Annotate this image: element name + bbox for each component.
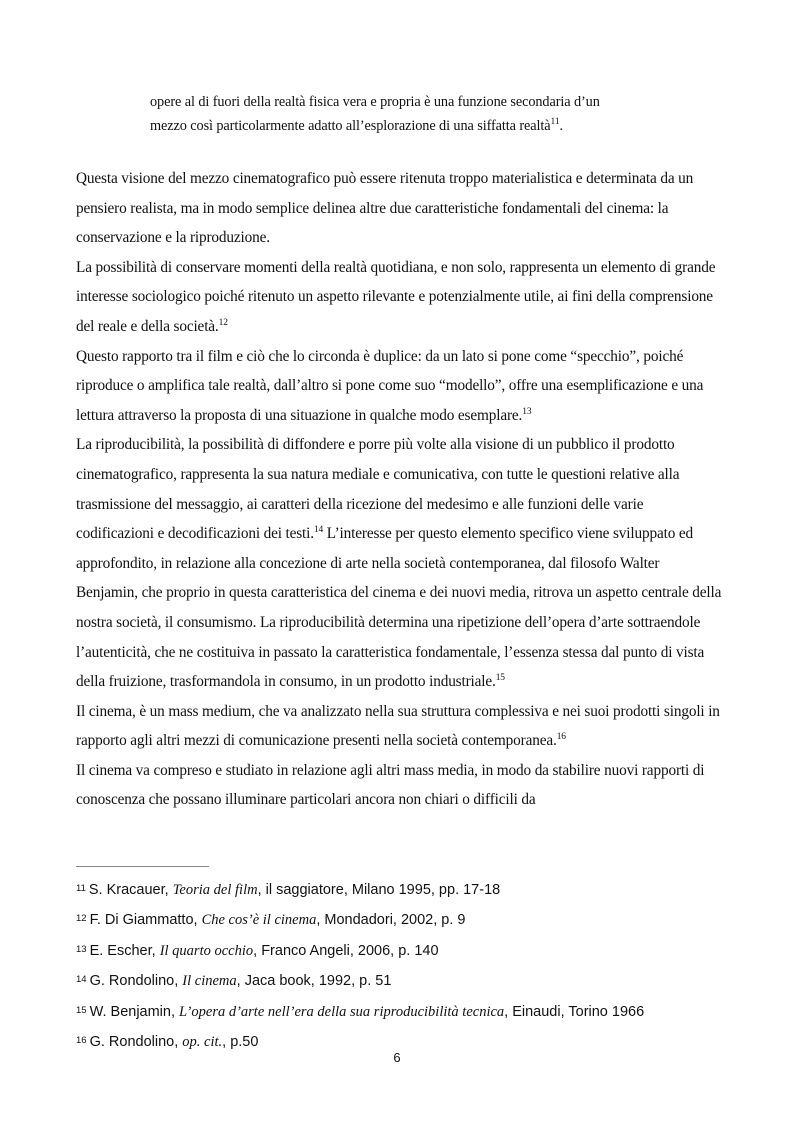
quote-line-1: opere al di fuori della realtà fisica vera e propria è una funzione secondaria d’un <box>150 94 600 110</box>
footnote-author: F. Di Giammatto, <box>89 912 202 929</box>
paragraph-4b-text: L’interesse per questo elemento specifico viene sviluppato ed approfondito, in relazione alla concezione di arte nella società contemporanea, dal filosofo Walter Benjamin, che proprio in questa caratteristica del cinema e dei nuovi media, ritrova un aspetto centrale della nostra società, il consumismo. La riproducibilità determina una ripetizione dell’opera d’arte sottraendole l’autenticità, che ne costituiva in passato la caratteristica fondamentale, l’essenza stessa dal punto di vista della fruizione, trasformandola in consumo, in un prodotto industriale. <box>76 525 722 691</box>
page-number: 6 <box>393 1050 401 1065</box>
quote-line-2 <box>150 114 670 138</box>
footnote-number: 15 <box>76 1004 87 1016</box>
footnote-title: op. cit. <box>182 1034 223 1051</box>
footnote-ref-14[interactable]: 14 <box>313 525 324 536</box>
quote-line-2-text: mezzo così particolarmente adatto all’esplorazione di una siffatta realtà <box>150 118 551 134</box>
footnote-ref-11[interactable]: 11 <box>550 117 560 128</box>
paragraph-5 <box>76 697 722 756</box>
footnote-ref-12[interactable]: 12 <box>218 317 228 328</box>
footnote-title: Che cos’è il cinema <box>201 912 317 929</box>
footnote-publisher: , p.50 <box>222 1034 259 1051</box>
footnote-11 <box>76 875 736 905</box>
footnote-author: W. Benjamin, <box>89 1003 180 1020</box>
footnote-separator <box>76 866 209 867</box>
footnote-number: 16 <box>76 1035 87 1047</box>
footnote-12 <box>76 905 736 935</box>
footnote-publisher: , il saggiatore, Milano 1995, pp. 17-18 <box>257 882 501 898</box>
block-quote <box>150 90 670 138</box>
footnote-publisher: , Jaca book, 1992, p. 51 <box>236 973 392 990</box>
footnote-14 <box>76 966 736 996</box>
footnote-number: 12 <box>76 913 87 925</box>
paragraph-3 <box>76 342 722 431</box>
footnote-author: E. Escher, <box>89 942 160 959</box>
footnote-number: 13 <box>76 943 87 955</box>
paragraph-3-text: Questo rapporto tra il film e ciò che lo circonda è duplice: da un lato si pone come “specchio”, poiché riproduce o amplifica tale realtà, dall’altro si pone come suo “modello”, offre una esemplificazione e una lettura attraverso la proposta di una situazione in qualche modo esemplare. <box>76 347 704 424</box>
footnote-title: L’opera d’arte nell’era della sua riproducibilità tecnica <box>179 1003 505 1020</box>
paragraph-6: Il cinema va compreso e studiato in relazione agli altri mass media, in modo da stabilire nuovi rapporti di conoscenza che possano illuminare particolari ancora non chiari o difficili da <box>76 761 705 809</box>
footnote-publisher: , Mondadori, 2002, p. 9 <box>316 912 466 929</box>
footnote-author: S. Kracauer, <box>88 882 173 898</box>
paragraph-5-text: Il cinema, è un mass medium, che va analizzato nella sua struttura complessiva e nei suoi prodotti singoli in rapporto agli altri mezzi di comunicazione presenti nella società contemporanea. <box>76 702 720 750</box>
quote-end: . <box>559 118 563 134</box>
paragraph-4a-text: La riproducibilità, la possibilità di diffondere e porre più volte alla visione di un pubblico il prodotto cinematografico, rappresenta la sua natura mediale e comunicativa, con tutte le questioni relative alla trasmissione del messaggio, ai caratteri della ricezione del medesimo e alle funzioni delle varie codificazioni e decodificazioni dei testi. <box>76 436 680 543</box>
footnote-15 <box>76 997 736 1027</box>
paragraph-1: Questa visione del mezzo cinematografico può essere ritenuta troppo materialistica e determinata da un pensiero realista, ma in modo semplice delinea altre due caratteristiche fondamentali del cinema: la conservazione e la riproduzione. <box>76 170 694 247</box>
footnote-title: Teoria del film <box>172 882 258 898</box>
footnote-publisher: , Einaudi, Torino 1966 <box>504 1003 645 1020</box>
footnote-title: Il quarto occhio <box>159 942 254 959</box>
footnote-ref-15[interactable]: 15 <box>495 673 505 683</box>
footnote-number: 14 <box>76 974 87 986</box>
footnotes <box>76 875 736 1057</box>
footnote-author: G. Rondolino, <box>89 1034 183 1051</box>
footnote-number: 11 <box>76 883 86 894</box>
paragraph-4 <box>76 430 722 696</box>
paragraph-2 <box>76 253 722 342</box>
footnote-author: G. Rondolino, <box>89 973 183 990</box>
footnote-publisher: , Franco Angeli, 2006, p. 140 <box>253 942 439 959</box>
footnote-ref-16[interactable]: 16 <box>556 732 566 743</box>
body-text <box>76 164 722 815</box>
footnote-13 <box>76 936 736 966</box>
paragraph-2-text: La possibilità di conservare momenti della realtà quotidiana, e non solo, rappresenta un elemento di grande interesse sociologico poiché ritenuto un aspetto rilevante e potenzialmente utile, ai fini della comprensione del reale e della società. <box>76 258 716 335</box>
footnote-ref-13[interactable]: 13 <box>522 406 532 417</box>
footnote-title: Il cinema <box>182 973 237 990</box>
